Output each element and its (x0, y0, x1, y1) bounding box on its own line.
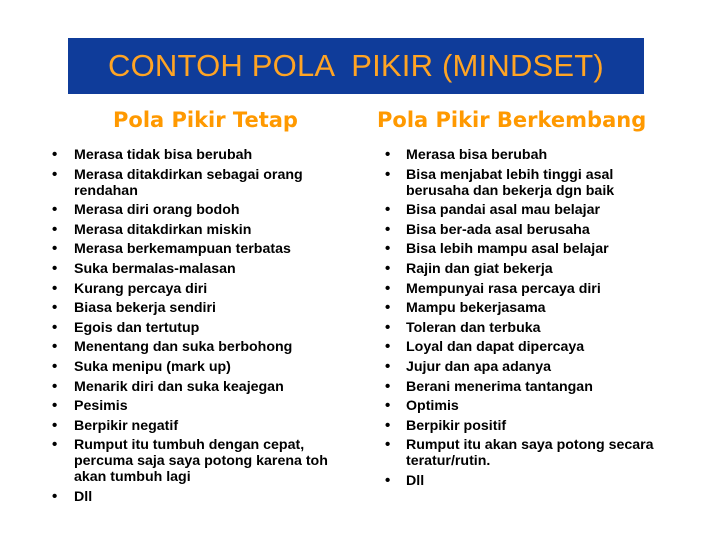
bullet-icon: • (52, 259, 58, 277)
list-item-text: Bisa ber-ada asal berusaha (406, 221, 590, 238)
list-item-text: Bisa lebih mampu asal belajar (406, 241, 609, 258)
list-item-text: Rumput itu akan saya potong secara teratur/rutin. (406, 437, 654, 470)
list-item-text: Rumput itu tumbuh dengan cepat, percuma saja saya potong karena toh akan tumbuh lagi (74, 437, 328, 486)
list-item-text: Bisa menjabat lebih tinggi asal berusaha dan bekerja dgn baik (406, 166, 615, 199)
list-item (52, 202, 352, 218)
bullet-icon: • (385, 259, 391, 277)
bullet-icon: • (385, 397, 391, 415)
bullet-icon: • (385, 436, 391, 454)
bullet-icon: • (385, 471, 391, 489)
bullet-icon: • (52, 397, 58, 415)
bullet-icon: • (52, 436, 58, 454)
list-item (52, 489, 352, 505)
bullet-icon: • (385, 299, 391, 317)
list-item (385, 359, 655, 375)
list-item (385, 473, 655, 489)
bullet-icon: • (385, 357, 391, 375)
bullet-icon: • (52, 240, 58, 258)
list-item-text: Merasa ditakdirkan miskin (74, 221, 252, 238)
list-item (385, 418, 655, 434)
list-item-text: Pesimis (74, 398, 128, 415)
list-item (52, 359, 352, 375)
list-item-text: Merasa diri orang bodoh (74, 202, 240, 219)
list-item (385, 339, 655, 355)
list-item (385, 167, 655, 199)
fixed-mindset-heading: Pola Pikir Tetap (113, 108, 298, 132)
bullet-icon: • (385, 416, 391, 434)
list-item-text: Kurang percaya diri (74, 280, 208, 297)
list-item-text: Berpikir negatif (74, 417, 179, 434)
bullet-icon: • (385, 165, 391, 183)
growth-mindset-list (385, 147, 655, 493)
bullet-icon: • (385, 146, 391, 163)
bullet-icon: • (385, 220, 391, 238)
list-item-text: Dll (406, 472, 425, 489)
list-item (52, 147, 352, 163)
list-item (385, 320, 655, 336)
list-item-text: Suka menipu (mark up) (74, 358, 231, 375)
list-item (385, 241, 655, 257)
list-item (52, 437, 352, 485)
list-item (385, 147, 655, 163)
list-item-text: Mampu bekerjasama (406, 300, 546, 317)
list-item (52, 339, 352, 355)
list-item-text: Berpikir positif (406, 417, 507, 434)
bullet-icon: • (385, 240, 391, 258)
bullet-icon: • (385, 318, 391, 336)
list-item (52, 241, 352, 257)
list-item (52, 398, 352, 414)
list-item (52, 418, 352, 434)
list-item-text: Merasa bisa berubah (406, 147, 548, 163)
list-item-text: Loyal dan dapat dipercaya (406, 339, 585, 356)
list-item-text: Biasa bekerja sendiri (74, 300, 216, 317)
bullet-icon: • (385, 338, 391, 356)
list-item-text: Merasa tidak bisa berubah (74, 147, 253, 163)
list-item-text: Toleran dan terbuka (406, 319, 541, 336)
bullet-icon: • (52, 299, 58, 317)
bullet-icon: • (52, 377, 58, 395)
list-item (52, 167, 352, 199)
list-item (385, 281, 655, 297)
list-item (385, 222, 655, 238)
list-item (385, 261, 655, 277)
bullet-icon: • (52, 165, 58, 183)
list-item-text: Merasa berkemampuan terbatas (74, 241, 291, 258)
list-item (52, 222, 352, 238)
slide-title: CONTOH POLA PIKIR (MINDSET) (68, 38, 644, 94)
bullet-icon: • (52, 357, 58, 375)
list-item (52, 320, 352, 336)
bullet-icon: • (385, 279, 391, 297)
bullet-icon: • (52, 279, 58, 297)
list-item (52, 300, 352, 316)
list-item-text: Berani menerima tantangan (406, 378, 593, 395)
list-item (385, 300, 655, 316)
bullet-icon: • (52, 201, 58, 219)
bullet-icon: • (52, 220, 58, 238)
list-item (52, 261, 352, 277)
bullet-icon: • (385, 201, 391, 219)
list-item-text: Egois dan tertutup (74, 319, 200, 336)
list-item-text: Dll (74, 488, 93, 505)
list-item-text: Rajin dan giat bekerja (406, 260, 553, 277)
bullet-icon: • (52, 146, 58, 163)
bullet-icon: • (52, 487, 58, 505)
list-item (52, 379, 352, 395)
growth-mindset-heading: Pola Pikir Berkembang (377, 108, 647, 132)
list-item-text: Menentang dan suka berbohong (74, 339, 293, 356)
list-item-text: Bisa pandai asal mau belajar (406, 202, 600, 219)
bullet-icon: • (52, 416, 58, 434)
list-item-text: Menarik diri dan suka keajegan (74, 378, 284, 395)
list-item (385, 437, 655, 469)
list-item-text: Suka bermalas-malasan (74, 260, 236, 277)
list-item-text: Jujur dan apa adanya (406, 358, 552, 375)
list-item (52, 281, 352, 297)
bullet-icon: • (52, 318, 58, 336)
list-item (385, 398, 655, 414)
list-item (385, 379, 655, 395)
fixed-mindset-list (52, 147, 352, 509)
bullet-icon: • (385, 377, 391, 395)
list-item-text: Mempunyai rasa percaya diri (406, 280, 601, 297)
list-item-text: Optimis (406, 398, 459, 415)
list-item (385, 202, 655, 218)
bullet-icon: • (52, 338, 58, 356)
list-item-text: Merasa ditakdirkan sebagai orang rendahan (74, 166, 303, 199)
